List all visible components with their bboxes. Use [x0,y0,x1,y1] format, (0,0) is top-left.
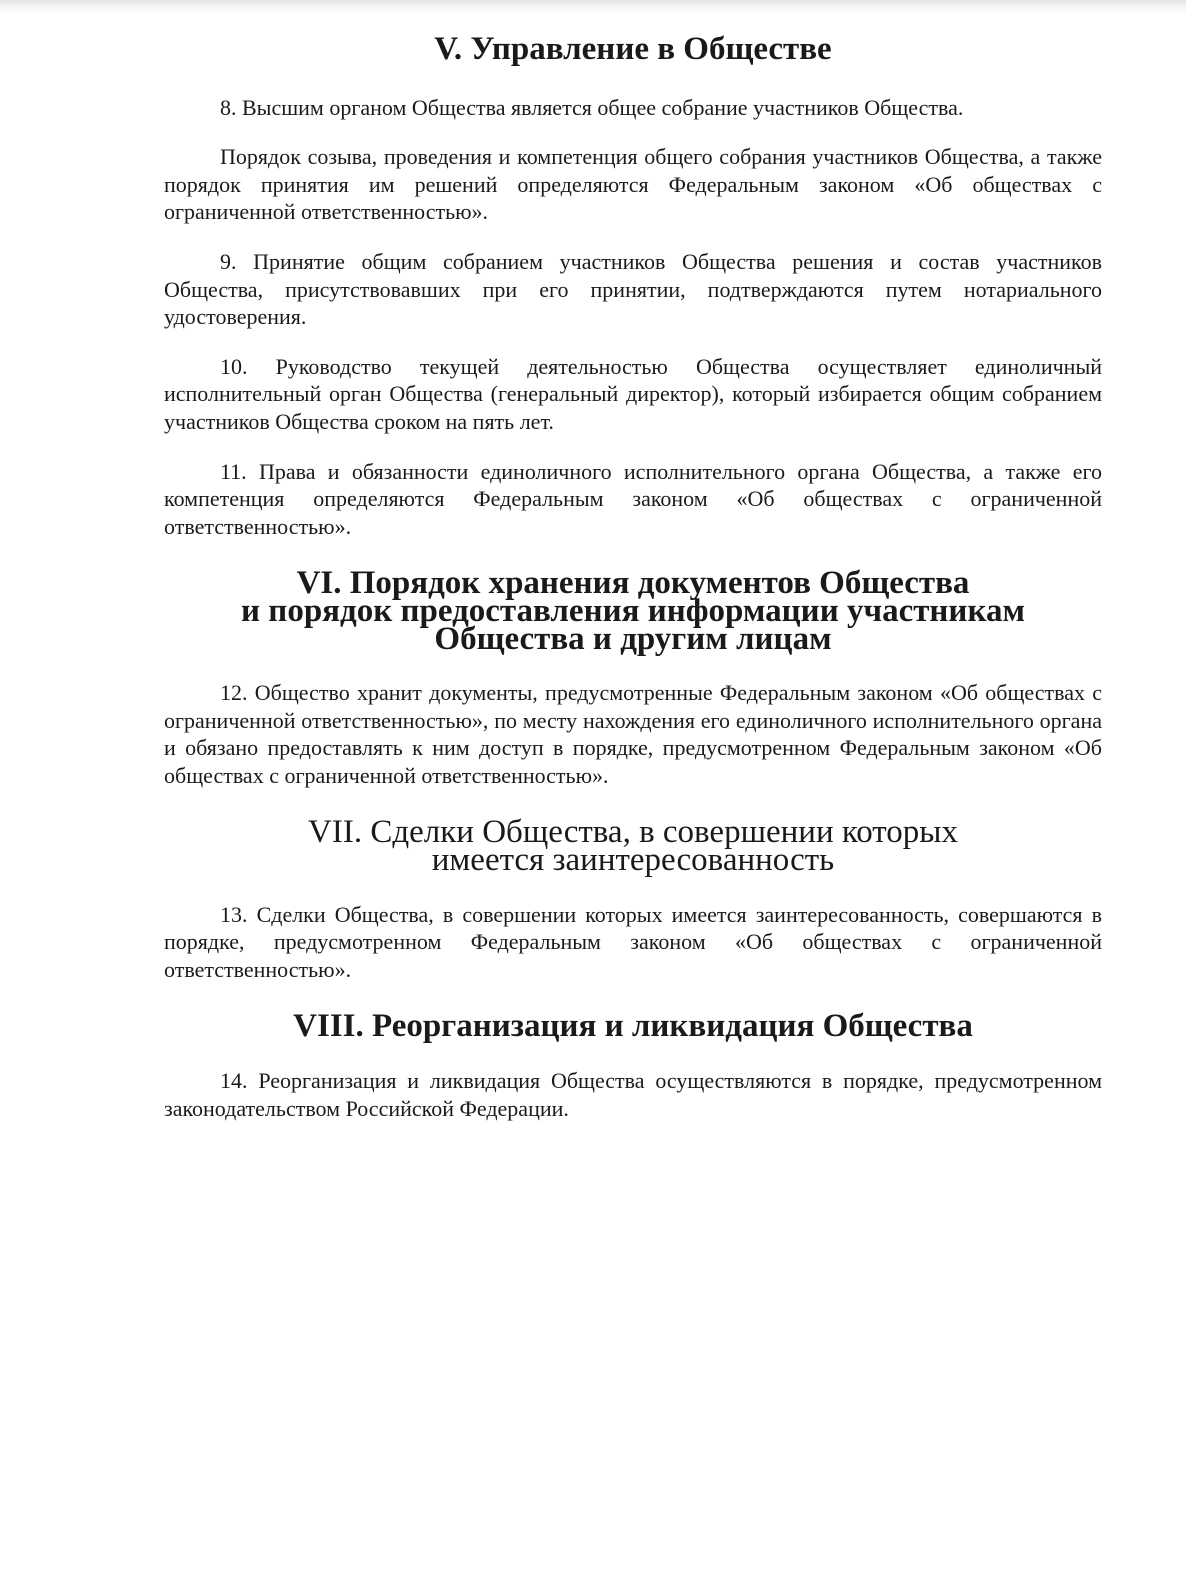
section-heading-viii [164,1008,1102,1045]
document-page [164,31,1102,1122]
paragraph-13: 13. Сделки Общества, в совершении которых имеется заинтересованность, совершаются в порядке, предусмотренном Федеральным законом «Об обществах с ограниченной ответственностью». [164,901,1102,982]
heading-line: VIII. Реорганизация и ликвидация Общества [293,1008,973,1045]
viewer-page-shadow [0,0,1186,14]
heading-line: V. Управление в Обществе [434,31,832,67]
paragraph-11: 11. Права и обязанности единоличного исполнительного органа Общества, а также его компетенция определяются Федеральным законом «Об обществах с ограниченной ответственностью». [164,458,1102,539]
heading-line: Общества и другим лицам [434,620,832,657]
paragraph-8: 8. Высшим органом Общества является общее собрание участников Общества. [220,94,964,120]
heading-line: имеется заинтересованность [431,842,835,879]
section-heading-vi [164,565,1102,657]
heading-line: и порядок предоставления информации участникам [241,592,1025,629]
paragraph-12: 12. Общество хранит документы, предусмотренные Федеральным законом «Об обществах с ограниченной ответственностью», по месту нахождения его единоличного исполнительного органа и обязано предоставлять к ним доступ в порядке, предусмотренном Федеральным законом «Об обществах с ограниченной ответственностью». [164,680,1102,788]
paragraph-9: 9. Принятие общим собранием участников Общества решения и состав участников Общества, присутствовавших при его принятии, подтверждаются путем нотариального удостоверения. [164,248,1102,330]
paragraph-10: 10. Руководство текущей деятельностью Общества осуществляет единоличный исполнительный орган Общества (генеральный директор), который избирается общим собранием участников Общества сроком на пять лет. [164,353,1102,434]
section-heading-v [164,31,1102,67]
section-heading-vii [164,814,1102,879]
heading-line: VI. Порядок хранения документов Общества [296,565,970,602]
heading-line: VII. Сделки Общества, в совершении которых [308,814,958,851]
paragraph-14: 14. Реорганизация и ликвидация Общества осуществляются в порядке, предусмотренном законодательством Российской Федерации. [164,1068,1102,1121]
paragraph-8-continued: Порядок созыва, проведения и компетенция общего собрания участников Общества, а также порядок принятия им решений определяются Федеральным законом «Об обществах с ограниченной ответственностью». [164,144,1102,225]
